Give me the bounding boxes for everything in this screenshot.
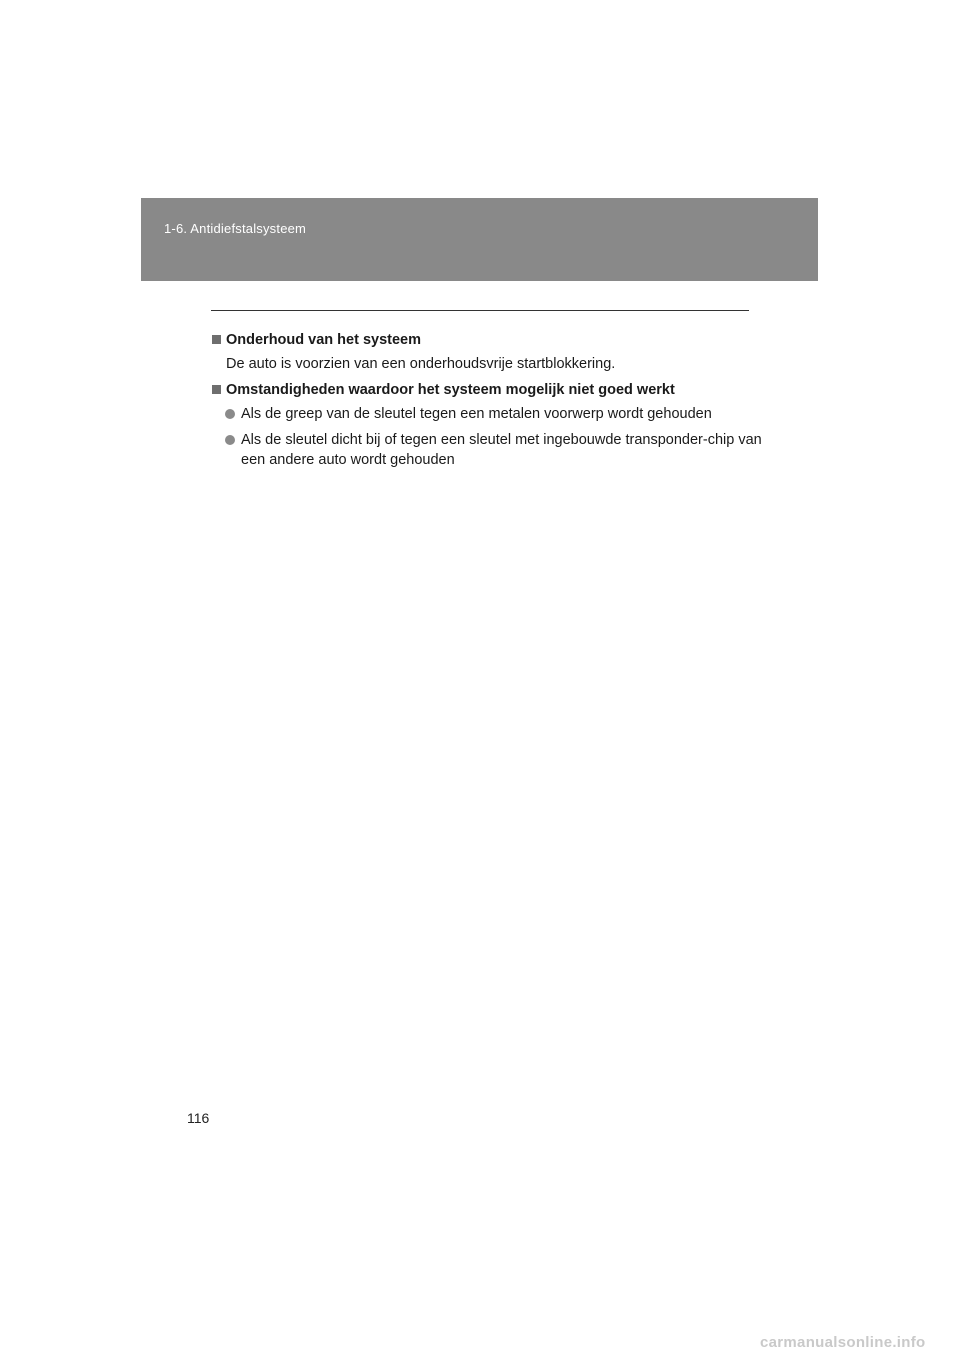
list-item-text: Als de sleutel dicht bij of tegen een sleutel met ingebouwde transponder-chip van een andere auto wordt gehouden (241, 432, 762, 468)
heading-text: Omstandigheden waardoor het systeem mogelijk niet goed werkt (226, 382, 675, 398)
circle-bullet-icon (225, 435, 235, 445)
header-rule (211, 310, 749, 311)
list-item-text: Als de greep van de sleutel tegen een metalen voorwerp wordt gehouden (241, 406, 712, 422)
section-heading-maintenance (211, 330, 771, 350)
section-title: 1-6. Antidiefstalsysteem (164, 221, 307, 236)
list-item (211, 404, 771, 424)
square-bullet-icon (212, 335, 221, 344)
circle-bullet-icon (225, 409, 235, 419)
maintenance-paragraph: De auto is voorzien van een onderhoudsvrije startblokkering. (226, 356, 616, 372)
section-header-band (141, 198, 818, 281)
section-heading-malfunction (211, 380, 771, 400)
page-content (211, 330, 771, 476)
list-item (211, 430, 771, 470)
heading-text: Onderhoud van het systeem (226, 332, 421, 348)
square-bullet-icon (212, 385, 221, 394)
watermark: carmanualsonline.info (760, 1334, 926, 1351)
page-number: 116 (187, 1110, 210, 1126)
